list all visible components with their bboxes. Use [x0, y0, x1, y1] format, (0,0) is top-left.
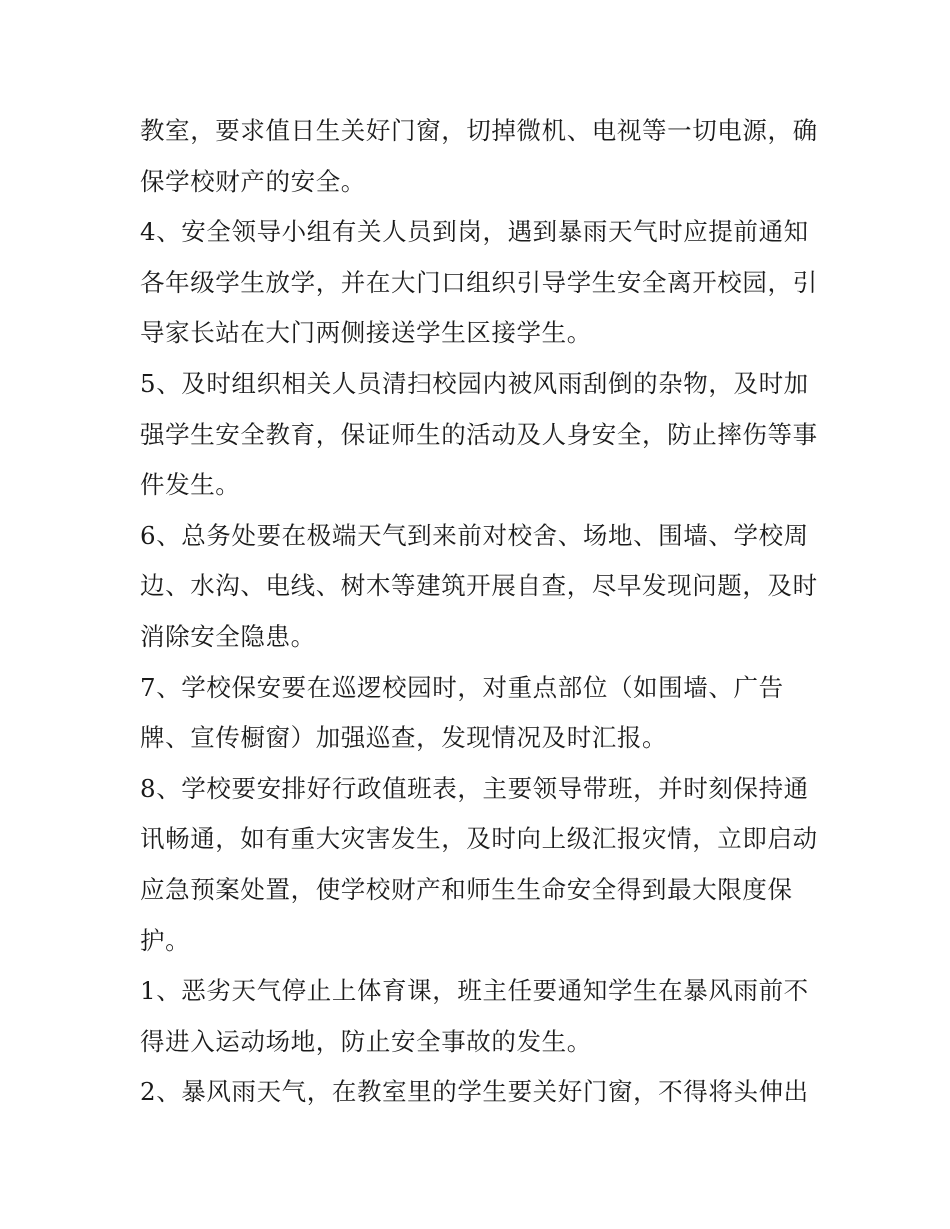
text-line: 教室，要求值日生关好门窗，切掉微机、电视等一切电源，确	[140, 116, 818, 145]
text-line: 2、暴风雨天气，在教室里的学生要关好门窗，不得将头伸出	[140, 1077, 809, 1107]
text-line: 保学校财产的安全。	[140, 166, 366, 196]
text-line: 1、恶劣天气停止上体育课，班主任要通知学生在暴风雨前不	[140, 976, 809, 1006]
text-line: 4、安全领导小组有关人员到岗，遇到暴雨天气时应提前通知	[140, 217, 809, 247]
text-line: 讯畅通，如有重大灾害发生，及时向上级汇报灾情，立即启动	[140, 824, 818, 854]
text-line: 得进入运动场地，防止安全事故的发生。	[140, 1026, 592, 1056]
text-line: 7、学校保安要在巡逻校园时，对重点部位（如围墙、广告	[140, 672, 784, 702]
text-line: 5、及时组织相关人员清扫校园内被风雨刮倒的杂物，及时加	[140, 368, 809, 398]
document-body	[140, 106, 820, 1118]
text-line: 护。	[140, 925, 191, 955]
text-line: 6、总务处要在极端天气到来前对校舍、场地、围墙、学校周	[140, 520, 809, 550]
text-line: 导家长站在大门两侧接送学生区接学生。	[140, 318, 592, 348]
text-line: 应急预案处置，使学校财产和师生生命安全得到最大限度保	[140, 874, 793, 904]
text-line: 各年级学生放学，并在大门口组织引导学生安全离开校园，引	[140, 267, 818, 297]
text-line: 牌、宣传橱窗）加强巡查，发现情况及时汇报。	[140, 723, 668, 753]
text-line: 边、水沟、电线、树木等建筑开展自查，尽早发现问题，及时	[140, 571, 818, 601]
text-line: 强学生安全教育，保证师生的活动及人身安全，防止摔伤等事	[140, 419, 818, 449]
text-line: 消除安全隐患。	[140, 621, 316, 651]
text-line: 8、学校要安排好行政值班表，主要领导带班，并时刻保持通	[140, 773, 809, 803]
text-line: 件发生。	[140, 470, 241, 500]
